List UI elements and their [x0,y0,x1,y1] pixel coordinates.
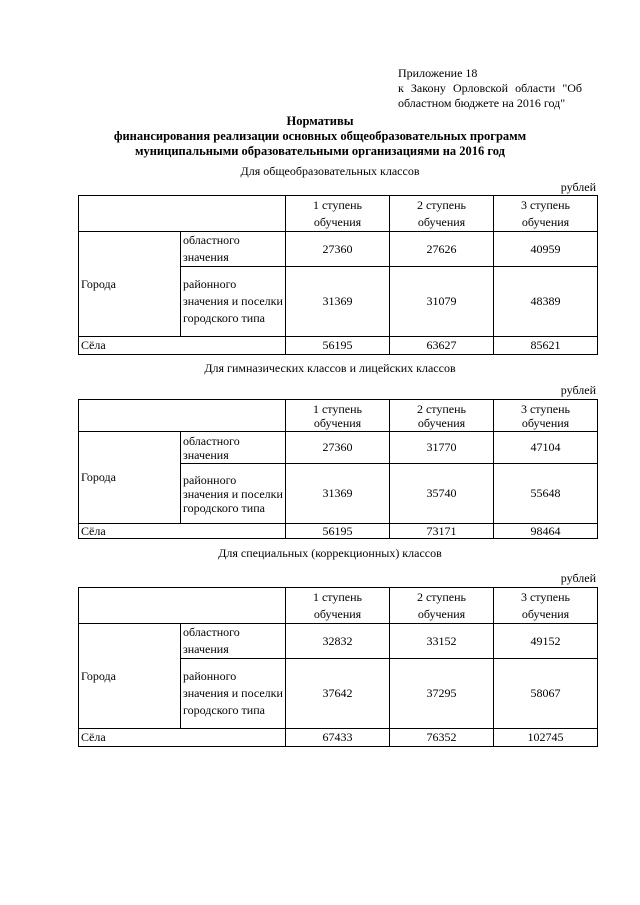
table-header-row [79,400,598,432]
appendix-word: "Об [562,81,582,95]
table-header-row [79,588,598,624]
header-cell: 3 ступень обучения [494,400,598,432]
value-cell: 31369 [286,464,390,524]
value-cell: 58067 [494,659,598,729]
header-cell: 2 ступень обучения [390,400,494,432]
value-cell: 49152 [494,624,598,659]
header-cell: 2 ступень обучения [390,588,494,624]
appendix-word: Закону [410,81,446,95]
subrow-label: областного значения [181,232,286,267]
appendix-line-2 [398,81,582,96]
value-cell: 85621 [494,337,598,355]
table-row [79,432,598,464]
value-cell: 31369 [286,267,390,337]
cities-label: Города [79,624,181,729]
villages-label: Сёла [79,337,286,355]
value-cell: 76352 [390,729,494,747]
header-cell: 3 ступень обучения [494,196,598,232]
cities-label: Города [79,232,181,337]
villages-label: Сёла [79,524,286,539]
value-cell: 56195 [286,524,390,539]
value-cell: 27360 [286,432,390,464]
value-cell: 37295 [390,659,494,729]
header-cell: 1 ступень обучения [286,400,390,432]
section-heading: Для специальных (коррекционных) классов [218,546,442,560]
appendix-line-3: областном бюджете на 2016 год" [398,96,566,110]
norms-table [78,587,598,747]
value-cell: 63627 [390,337,494,355]
header-cell: 2 ступень обучения [390,196,494,232]
header-cell: 1 ступень обучения [286,196,390,232]
section-heading: Для общеобразовательных классов [240,164,420,178]
unit-label: рублей [560,571,596,585]
value-cell: 56195 [286,337,390,355]
table-row [79,729,598,747]
value-cell: 32832 [286,624,390,659]
title-line-2: финансирования реализации основных общеобразовательных программ [113,129,527,143]
subrow-label: областного значения [181,624,286,659]
appendix-line-1: Приложение 18 [398,66,478,80]
value-cell: 31079 [390,267,494,337]
title-line-1: Нормативы [286,114,354,128]
value-cell: 48389 [494,267,598,337]
villages-label: Сёла [79,729,286,747]
header-empty-cell [79,400,286,432]
norms-table [78,195,598,355]
norms-table [78,399,598,539]
value-cell: 27360 [286,232,390,267]
value-cell: 102745 [494,729,598,747]
title-line-3: муниципальными образовательными организациями на 2016 год [134,144,506,158]
subrow-label: районного значения и поселки городского типа [181,659,286,729]
value-cell: 73171 [390,524,494,539]
table-row [79,524,598,539]
value-cell: 33152 [390,624,494,659]
table-row [79,624,598,659]
table-row [79,232,598,267]
subrow-label: районного значения и поселки городского типа [181,464,286,524]
header-cell: 3 ступень обучения [494,588,598,624]
value-cell: 40959 [494,232,598,267]
value-cell: 98464 [494,524,598,539]
section-heading: Для гимназических классов и лицейских классов [204,361,456,375]
value-cell: 35740 [390,464,494,524]
header-empty-cell [79,588,286,624]
header-empty-cell [79,196,286,232]
appendix-note [398,66,582,111]
subrow-label: областного значения [181,432,286,464]
appendix-word: к [398,81,404,95]
table-header-row [79,196,598,232]
header-cell: 1 ступень обучения [286,588,390,624]
value-cell: 67433 [286,729,390,747]
unit-label: рублей [560,383,596,397]
appendix-word: Орловской [452,81,509,95]
value-cell: 27626 [390,232,494,267]
value-cell: 37642 [286,659,390,729]
value-cell: 47104 [494,432,598,464]
document-title [60,114,580,159]
subrow-label: районного значения и поселки городского типа [181,267,286,337]
table-row [79,337,598,355]
unit-label: рублей [560,180,596,194]
value-cell: 31770 [390,432,494,464]
appendix-word: области [515,81,556,95]
value-cell: 55648 [494,464,598,524]
cities-label: Города [79,432,181,524]
